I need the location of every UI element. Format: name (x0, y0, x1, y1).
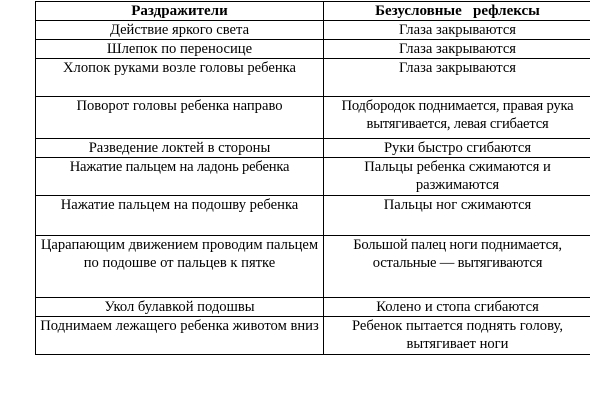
reflex-cell: Ребенок пытается поднять голову, вытягивает ноги (324, 317, 590, 355)
stimulus-cell: Поворот головы ребенка направо (36, 97, 324, 139)
table-row (36, 21, 590, 40)
table-header-row (36, 2, 590, 21)
reflex-cell: Подбородок поднимается, правая рука вытягивается, левая сгибается (324, 97, 590, 139)
stimulus-cell: Хлопок руками возле головы ребенка (36, 59, 324, 97)
table-row (36, 59, 590, 97)
table-row (36, 40, 590, 59)
stimulus-cell: Нажатие пальцем на подошву ребенка (36, 196, 324, 236)
table-row (36, 317, 590, 355)
stimulus-cell: Поднимаем лежащего ребенка животом вниз (36, 317, 324, 355)
reflex-cell: Глаза закрываются (324, 59, 590, 97)
reflex-cell: Пальцы ног сжимаются (324, 196, 590, 236)
table-row (36, 236, 590, 298)
table-row (36, 298, 590, 317)
stimulus-cell: Шлепок по переносице (36, 40, 324, 59)
table-row (36, 139, 590, 158)
reflex-cell: Глаза закрываются (324, 21, 590, 40)
stimulus-cell: Укол булавкой подошвы (36, 298, 324, 317)
reflex-cell: Руки быстро сгибаются (324, 139, 590, 158)
reflex-cell: Глаза закрываются (324, 40, 590, 59)
reflex-table (35, 1, 590, 355)
reflex-cell: Пальцы ребенка сжимаются и разжимаются (324, 158, 590, 196)
stimulus-cell: Царапающим движением проводим пальцем по подошве от пальцев к пятке (36, 236, 324, 298)
header-reflexes: Безусловные рефлексы (324, 2, 590, 21)
reflex-cell: Большой палец ноги поднимается, остальные — вытягиваются (324, 236, 590, 298)
table-row (36, 158, 590, 196)
stimulus-cell: Разведение локтей в стороны (36, 139, 324, 158)
stimulus-cell: Действие яркого света (36, 21, 324, 40)
table-row (36, 97, 590, 139)
stimulus-cell: Нажатие пальцем на ладонь ребенка (36, 158, 324, 196)
header-stimuli: Раздражители (36, 2, 324, 21)
table-row (36, 196, 590, 236)
reflex-cell: Колено и стопа сгибаются (324, 298, 590, 317)
